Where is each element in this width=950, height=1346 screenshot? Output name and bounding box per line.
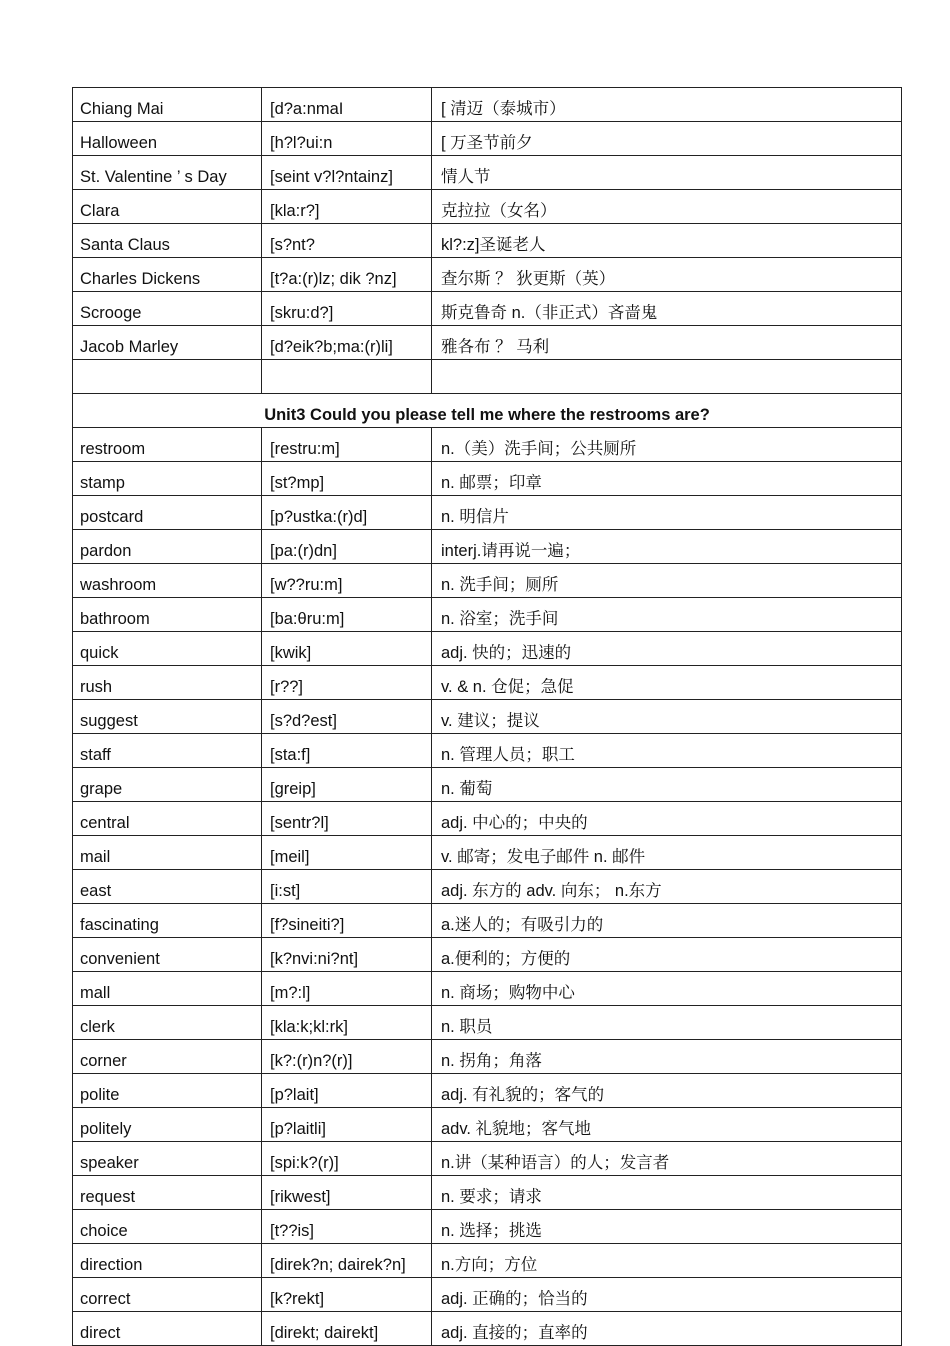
meaning-cell: n.方向；方位	[432, 1244, 902, 1278]
phonetic-cell: [k?nvi:ni?nt]	[262, 938, 432, 972]
meaning-cell: adj. 东方的 adv. 向东； n.东方	[432, 870, 902, 904]
word-cell: politely	[73, 1108, 262, 1142]
meaning-cell: v. 邮寄；发电子邮件 n. 邮件	[432, 836, 902, 870]
blank-cell	[73, 360, 262, 394]
vocab-row	[73, 292, 902, 326]
vocab-row	[73, 122, 902, 156]
meaning-cell: n. 明信片	[432, 496, 902, 530]
vocab-row	[73, 1278, 902, 1312]
phonetic-cell: [sentr?l]	[262, 802, 432, 836]
phonetic-cell: [rikwest]	[262, 1176, 432, 1210]
phonetic-cell: [i:st]	[262, 870, 432, 904]
phonetic-cell: [seint v?l?ntainz]	[262, 156, 432, 190]
vocab-row	[73, 666, 902, 700]
word-cell: Santa Claus	[73, 224, 262, 258]
vocab-row	[73, 564, 902, 598]
pre-unit-rows	[73, 88, 902, 360]
word-cell: restroom	[73, 428, 262, 462]
word-cell: fascinating	[73, 904, 262, 938]
meaning-cell: 斯克鲁奇 n.（非正式）吝啬鬼	[432, 292, 902, 326]
phonetic-cell: [d?eik?b;ma:(r)li]	[262, 326, 432, 360]
vocab-row	[73, 88, 902, 122]
phonetic-cell: [meil]	[262, 836, 432, 870]
vocab-row	[73, 1210, 902, 1244]
phonetic-cell: [st?mp]	[262, 462, 432, 496]
vocab-row	[73, 938, 902, 972]
phonetic-cell: [s?d?est]	[262, 700, 432, 734]
word-cell: request	[73, 1176, 262, 1210]
blank-cell	[262, 360, 432, 394]
phonetic-cell: [direkt; dairekt]	[262, 1312, 432, 1346]
meaning-cell: kl?:z]圣诞老人	[432, 224, 902, 258]
meaning-cell: adj. 有礼貌的；客气的	[432, 1074, 902, 1108]
vocab-row	[73, 1006, 902, 1040]
vocabulary-table	[72, 87, 902, 1346]
phonetic-cell: [k?rekt]	[262, 1278, 432, 1312]
word-cell: Clara	[73, 190, 262, 224]
phonetic-cell: [kwik]	[262, 632, 432, 666]
vocab-row	[73, 700, 902, 734]
phonetic-cell: [kla:k;kl:rk]	[262, 1006, 432, 1040]
meaning-cell: v. & n. 仓促；急促	[432, 666, 902, 700]
meaning-cell: n. 选择；挑选	[432, 1210, 902, 1244]
vocab-row	[73, 326, 902, 360]
word-cell: staff	[73, 734, 262, 768]
meaning-cell: n. 拐角；角落	[432, 1040, 902, 1074]
vocab-row	[73, 1244, 902, 1278]
word-cell: Scrooge	[73, 292, 262, 326]
word-cell: Halloween	[73, 122, 262, 156]
phonetic-cell: [greip]	[262, 768, 432, 802]
meaning-cell: n. 葡萄	[432, 768, 902, 802]
meaning-cell: 雅各布 ？ 马利	[432, 326, 902, 360]
word-cell: polite	[73, 1074, 262, 1108]
meaning-cell: 查尔斯 ？ 狄更斯（英）	[432, 258, 902, 292]
vocab-row	[73, 1040, 902, 1074]
phonetic-cell: [skru:d?]	[262, 292, 432, 326]
meaning-cell: n. 管理人员；职工	[432, 734, 902, 768]
meaning-cell: a.迷人的；有吸引力的	[432, 904, 902, 938]
meaning-cell: n. 浴室；洗手间	[432, 598, 902, 632]
vocab-row	[73, 1074, 902, 1108]
phonetic-cell: [p?laitli]	[262, 1108, 432, 1142]
phonetic-cell: [ba:θru:m]	[262, 598, 432, 632]
vocab-row	[73, 632, 902, 666]
vocab-row	[73, 1108, 902, 1142]
blank-row	[73, 360, 902, 394]
meaning-cell: interj.请再说一遍；	[432, 530, 902, 564]
unit-title: Unit3 Could you please tell me where the restrooms are?	[73, 394, 902, 428]
blank-cell	[432, 360, 902, 394]
vocab-row	[73, 972, 902, 1006]
meaning-cell: adj. 正确的；恰当的	[432, 1278, 902, 1312]
phonetic-cell: [restru:m]	[262, 428, 432, 462]
phonetic-cell: [kla:r?]	[262, 190, 432, 224]
word-cell: pardon	[73, 530, 262, 564]
vocab-row	[73, 870, 902, 904]
vocab-row	[73, 836, 902, 870]
vocab-row	[73, 496, 902, 530]
meaning-cell: n. 洗手间；厕所	[432, 564, 902, 598]
phonetic-cell: [t??is]	[262, 1210, 432, 1244]
meaning-cell: n. 要求；请求	[432, 1176, 902, 1210]
word-cell: Chiang Mai	[73, 88, 262, 122]
word-cell: bathroom	[73, 598, 262, 632]
word-cell: convenient	[73, 938, 262, 972]
word-cell: suggest	[73, 700, 262, 734]
vocab-row	[73, 1312, 902, 1346]
meaning-cell: 克拉拉（女名）	[432, 190, 902, 224]
meaning-cell: n. 商场；购物中心	[432, 972, 902, 1006]
meaning-cell: a.便利的；方便的	[432, 938, 902, 972]
vocab-row	[73, 156, 902, 190]
word-cell: washroom	[73, 564, 262, 598]
word-cell: choice	[73, 1210, 262, 1244]
phonetic-cell: [r??]	[262, 666, 432, 700]
word-cell: clerk	[73, 1006, 262, 1040]
vocab-row	[73, 258, 902, 292]
word-cell: corner	[73, 1040, 262, 1074]
word-cell: speaker	[73, 1142, 262, 1176]
word-cell: correct	[73, 1278, 262, 1312]
word-cell: central	[73, 802, 262, 836]
phonetic-cell: [t?a:(r)lz; dik ?nz]	[262, 258, 432, 292]
word-cell: Jacob Marley	[73, 326, 262, 360]
vocab-row	[73, 598, 902, 632]
vocab-row	[73, 462, 902, 496]
vocab-row	[73, 530, 902, 564]
meaning-cell: adj. 中心的；中央的	[432, 802, 902, 836]
word-cell: stamp	[73, 462, 262, 496]
vocab-row	[73, 224, 902, 258]
phonetic-cell: [sta:f]	[262, 734, 432, 768]
word-cell: grape	[73, 768, 262, 802]
vocab-row	[73, 904, 902, 938]
word-cell: postcard	[73, 496, 262, 530]
unit-heading-row	[73, 394, 902, 428]
phonetic-cell: [direk?n; dairek?n]	[262, 1244, 432, 1278]
vocab-row	[73, 1142, 902, 1176]
phonetic-cell: [w??ru:m]	[262, 564, 432, 598]
meaning-cell: adj. 直接的；直率的	[432, 1312, 902, 1346]
meaning-cell: [ 清迈（泰城市）	[432, 88, 902, 122]
phonetic-cell: [d?a:nmaI	[262, 88, 432, 122]
phonetic-cell: [p?ustka:(r)d]	[262, 496, 432, 530]
separator-body	[73, 360, 902, 428]
meaning-cell: [ 万圣节前夕	[432, 122, 902, 156]
word-cell: rush	[73, 666, 262, 700]
word-cell: direction	[73, 1244, 262, 1278]
meaning-cell: n. 邮票；印章	[432, 462, 902, 496]
phonetic-cell: [p?lait]	[262, 1074, 432, 1108]
word-cell: St. Valentine ’ s Day	[73, 156, 262, 190]
word-cell: east	[73, 870, 262, 904]
vocab-row	[73, 768, 902, 802]
vocab-row	[73, 1176, 902, 1210]
phonetic-cell: [pa:(r)dn]	[262, 530, 432, 564]
meaning-cell: n.（美）洗手间；公共厕所	[432, 428, 902, 462]
word-cell: quick	[73, 632, 262, 666]
meaning-cell: n. 职员	[432, 1006, 902, 1040]
phonetic-cell: [f?sineiti?]	[262, 904, 432, 938]
phonetic-cell: [k?:(r)n?(r)]	[262, 1040, 432, 1074]
vocab-row	[73, 734, 902, 768]
word-cell: Charles Dickens	[73, 258, 262, 292]
phonetic-cell: [s?nt?	[262, 224, 432, 258]
word-cell: mall	[73, 972, 262, 1006]
phonetic-cell: [spi:k?(r)]	[262, 1142, 432, 1176]
meaning-cell: n.讲（某种语言）的人；发言者	[432, 1142, 902, 1176]
vocab-row	[73, 802, 902, 836]
meaning-cell: v. 建议；提议	[432, 700, 902, 734]
phonetic-cell: [h?l?ui:n	[262, 122, 432, 156]
vocab-row	[73, 428, 902, 462]
vocab-row	[73, 190, 902, 224]
word-cell: mail	[73, 836, 262, 870]
meaning-cell: 情人节	[432, 156, 902, 190]
phonetic-cell: [m?:l]	[262, 972, 432, 1006]
meaning-cell: adv. 礼貌地；客气地	[432, 1108, 902, 1142]
unit-rows	[73, 428, 902, 1346]
word-cell: direct	[73, 1312, 262, 1346]
meaning-cell: adj. 快的；迅速的	[432, 632, 902, 666]
